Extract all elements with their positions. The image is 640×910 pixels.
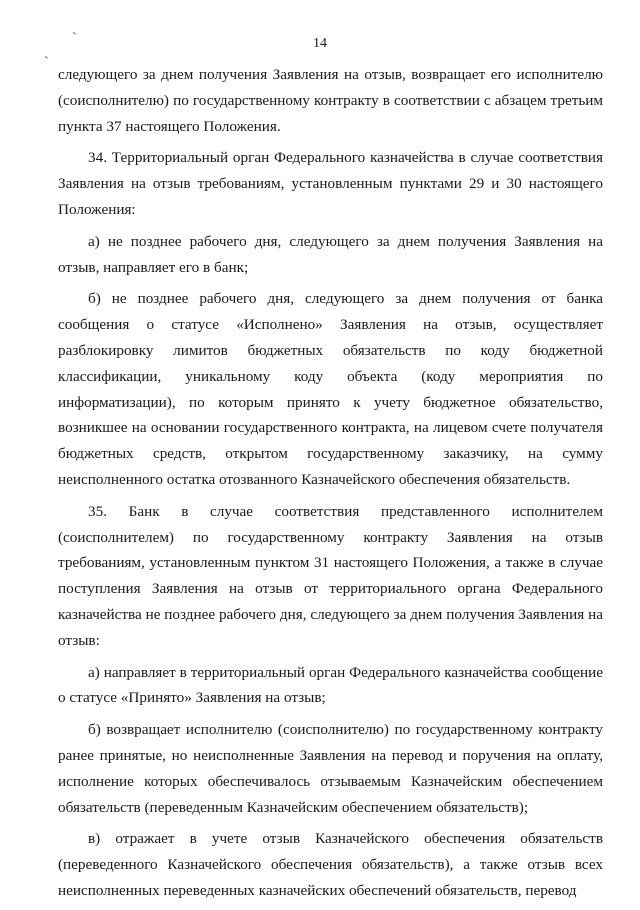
paragraph-35-a: а) направляет в территориальный орган Федерального казначейства сообщение о статусе «Принято» Заявления на отзыв; xyxy=(58,663,603,707)
paragraph-item-34: 34. Территориальный орган Федерального казначейства в случае соответствия Заявления на отзыв требованиям, установленным пунктами 29 и 30 настоящего Положения: xyxy=(58,149,603,218)
scan-mark: ` xyxy=(44,55,49,70)
page-number: 14 xyxy=(313,36,327,51)
document-body xyxy=(58,62,603,910)
paragraph-item-35: 35. Банк в случае соответствия представленного исполнителем (соисполнителем) по государственному контракту Заявления на отзыв требованиям, установленным пунктом 31 настоящего Положения, а также в случае поступления Заявления на отзыв от территориального органа Федерального казначейства не позднее рабочего дня, следующего за днем получения Заявления на отзыв: xyxy=(58,502,603,649)
paragraph-34-a: а) не позднее рабочего дня, следующего за днем получения Заявления на отзыв, направляет его в банк; xyxy=(58,232,603,276)
paragraph-34-b: б) не позднее рабочего дня, следующего за днем получения от банка сообщения о статусе «Исполнено» Заявления на отзыв, осуществляет разблокировку лимитов бюджетных обязательств по коду бюджетной классификации, уникальному коду объекта (коду мероприятия по информатизации), по которым принято к учету бюджетное обязательство, возникшее на основании государственного контракта, на лицевом счете получателя бюджетных средств, открытом государственному заказчику, на сумму неисполненного остатка отозванного Казначейского обеспечения обязательств. xyxy=(58,290,603,488)
paragraph-continuation: следующего за днем получения Заявления на отзыв, возвращает его исполнителю (соисполнителю) по государственному контракту в соответствии с абзацем третьим пункта 37 настоящего Положения. xyxy=(58,66,603,135)
paragraph-35-b: б) возвращает исполнителю (соисполнителю) по государственному контракту ранее принятые, но неисполненные Заявления на перевод и поручения на оплату, исполнение которых обеспечивалось отзываемым Казначейским обеспечением обязательств (переведенным Казначейским обеспечением обязательств); xyxy=(58,721,603,816)
scan-mark: ` xyxy=(72,31,77,46)
paragraph-35-v: в) отражает в учете отзыв Казначейского обеспечения обязательств (переведенного Казначейского обеспечения обязательств), а также отзыв всех неисполненных переведенных казначейских обеспечений обязательств, перевод xyxy=(58,830,603,899)
